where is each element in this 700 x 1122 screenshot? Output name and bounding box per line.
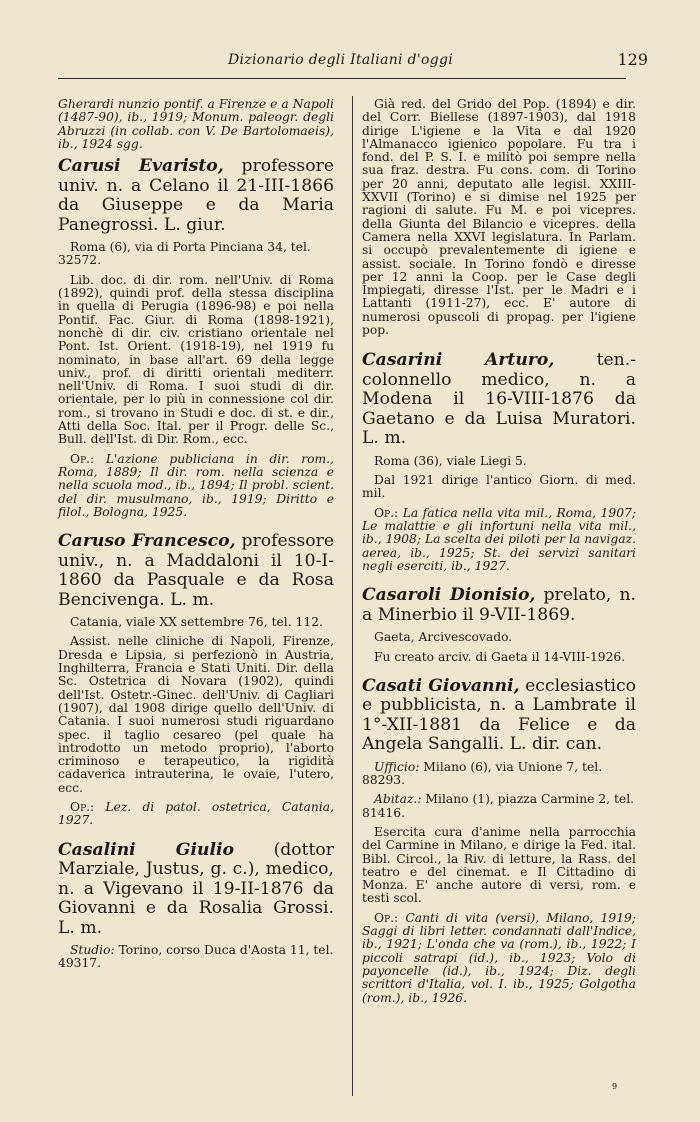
works-text: La fatica nella vita mil., Roma, 1907; Le malattie e gli infortuni nella vita mil., ib., 1908; La scelta dei piloti per la navigaz. aerea, ib., 1925; St. dei servizi sanitari negli eserciti, ib., 1927. — [362, 505, 636, 573]
entry-body: Lib. doc. di dir. rom. nell'Univ. di Roma (1892), quindi prof. della stessa disciplina in quella di Perugia (1896-98) e poi nella Pontif. Fac. Giur. di Roma (1898-1921), nonchè di dir. civ. cristiano orientale nel Pont. Ist. Orient. (1918-19), nel 1919 fu nominato, in base all'art. 69 della legge univ., prof. di diritti orientali mediterr. nell'Univ. di Roma. I suoi studi di dir. orientale, per lo più in connessione col dir. rom., si trovano in Studi e doc. di st. e dir., Atti della Soc. Ital. per il Progr. delle Sc., Bull. dell'Ist. di Dir. Rom., ecc. — [58, 272, 334, 447]
entry-body: Fu creato arciv. di Gaeta il 14-VIII-1926. — [374, 649, 626, 664]
entry-name: Casati Giovanni, — [362, 675, 520, 696]
entry-heading — [362, 586, 636, 625]
entry-headline: professore univ., n. a Maddaloni il 10-I-1860 da Pasquale e da Rosa Bencivenga. L. m. — [58, 531, 334, 610]
entry-body: Esercita cura d'anime nella parrocchia del Carmine in Milano, e dirige la Fed. ital. Bibl. Circol., la Riv. di letture, la Rass. del teatro e del cinemat. e Il Cittadino di Monza. E' anche autore di versi, rom. e testi scol. — [362, 825, 636, 906]
entry-casalini — [58, 841, 334, 971]
entry-name: Caruso Francesco, — [58, 531, 236, 552]
entry-headline: professore univ. n. a Celano il 21-III-1866 da Giuseppe e da Maria Panegrossi. L. giur. — [58, 156, 334, 235]
header-rule — [58, 78, 626, 79]
address-label: Abitaz.: — [374, 792, 422, 807]
column-divider — [352, 96, 353, 1096]
entry-address: Roma (6), via di Porta Pinciana 34, tel. 32572. — [58, 240, 311, 268]
entry-address: Roma (36), viale Liegi 5. — [374, 453, 527, 468]
entry-address: Gaeta, Arcivescovado. — [374, 630, 513, 645]
works-label: Op.: — [374, 505, 399, 520]
entry-casaroli — [362, 586, 636, 664]
right-continuation: Già red. del Grido del Pop. (1894) e dir. del Corr. Biellese (1897-1903), dal 1918 dirige L'igiene e la Vita e dal 1920 l'Almanacco igienico popolare. Fu tra i fond. del P. S. I. e militò poi sempre nella sua fraz. destra. Fu cons. com. di Torino per 20 anni, deputato alle legisl. XXIII-XXVII (Torino) e si dimise nel 1925 per ragioni di salute. Fu M. e poi vicepres. della Giunta del Bilancio e vicepres. della Camera nella XXVI legislatura. In Parlam. si occupò prevalentemente di igiene e assist. sociale. In Torino fondò e diresse per 12 anni la Coop. per le Case degli Impiegati, diresse l'Ist. per le Madri e i Lattanti (1911-27), ecc. E' autore di numerosi opuscoli di propag. per l'igiene pop. — [362, 97, 636, 338]
entry-body: Dal 1921 dirige l'antico Giorn. di med. mil. — [362, 473, 636, 501]
address-text: Milano (6), via Unione 7, tel. 88293. — [362, 759, 603, 788]
address-text: Milano (1), piazza Carmine 2, tel. 81416. — [362, 792, 635, 820]
signature-mark: 9 — [612, 1082, 618, 1091]
entry-headline: ten.-colonnello medico, n. a Modena il 16-VIII-1876 da Gaetano e da Luisa Muratori. L. m. — [362, 350, 636, 449]
entry-body: Assist. nelle cliniche di Napoli, Firenze, Dresda e Lipsia, si perfezionò in Austria, Inghilterra, Francia e Stati Uniti. Dir. della Sc. Ostetrica di Novara (1902), quindi dell'Ist. Ostetr.-Ginec. dell'Univ. di Cagliari (1907), dal 1908 dirige quello dell'Univ. di Catania. I suoi numerosi studi riguardano spec. il taglio cesareo (pel quale ha introdotto un metodo proprio), l'aborto criminoso e terapeutico, la rigidità cadaverica intrauterina, le ovaie, l'utero, ecc. — [58, 634, 334, 795]
entry-headline: (dottor Marziale, Justus, g. c.), medico, n. a Vigevano il 19-II-1876 da Giovanni e da Rosalia Grossi. L. m. — [58, 839, 334, 938]
left-column — [58, 98, 334, 984]
address-label: Ufficio: — [374, 759, 420, 774]
entry-works — [58, 453, 334, 519]
entry-name: Carusi Evaristo, — [58, 156, 224, 177]
address-text: Torino, corso Duca d'Aosta 11, tel. 49317. — [58, 943, 334, 971]
entry-heading — [362, 351, 636, 449]
entry-address — [58, 944, 334, 971]
address-label: Studio: — [70, 943, 115, 958]
entry-works — [362, 507, 636, 573]
entry-address-home — [362, 793, 636, 820]
entry-name: Casarini Arturo, — [362, 350, 555, 371]
works-text: Lez. di patol. ostetrica, Catania, 1927. — [58, 799, 334, 828]
works-text: Canti di vita (versi), Milano, 1919; Saggi di libri letter. condannati dall'Indice, ib., 1921; L'onda che va (rom.), ib., 1922; I piccoli satrapi (id.), ib., 1923; Volo di payoncelle (id.), ib., 1924; Diz. degli scrittori d'Italia, vol. I. ib., 1925; Golgotha (rom.), ib., 1926. — [362, 910, 636, 1005]
works-label: Op.: — [70, 799, 95, 814]
works-label: Op.: — [374, 910, 399, 925]
entry-headline: ecclesiastico e pubblicista, n. a Lambrate il 1°-XII-1881 da Felice e da Angela Sangalli. L. dir. can. — [362, 675, 636, 755]
running-title: Dizionario degli Italiani d'oggi — [228, 52, 453, 68]
entry-heading — [58, 841, 334, 939]
left-continuation: Gherardi nunzio pontif. a Firenze e a Napoli (1487-90), ib., 1919; Monum. paleogr. degli Abruzzi (in collab. con V. De Bartolomaeis), ib., 1924 sgg. — [58, 97, 334, 151]
entry-name: Casalini Giulio — [58, 839, 235, 860]
entry-casarini — [362, 351, 636, 573]
page-number: 129 — [617, 50, 648, 69]
entry-address — [362, 761, 636, 788]
entry-works — [362, 912, 636, 1005]
entry-heading — [362, 677, 636, 755]
entry-carusi — [58, 157, 334, 519]
entry-name: Casaroli Dionisio, — [362, 585, 536, 606]
entry-heading — [58, 532, 334, 610]
entry-heading — [58, 157, 334, 235]
works-text: L'azione publiciana in dir. rom., Roma, 1889; Il dir. rom. nella scienza e nella scuola mod., ib., 1894; Il probl. scient. del dir. musulmano, ib., 1919; Diritto e filol., Bologna, 1925. — [58, 451, 334, 519]
page-header — [40, 50, 652, 72]
works-label: Op.: — [70, 451, 95, 466]
entry-address: Catania, viale XX settembre 76, tel. 112. — [70, 615, 323, 630]
entry-headline: prelato, n. a Minerbio il 9-VII-1869. — [362, 585, 636, 625]
entry-works — [58, 801, 334, 828]
right-column — [362, 98, 636, 1018]
entry-caruso — [58, 532, 334, 827]
entry-casati — [362, 677, 636, 1005]
